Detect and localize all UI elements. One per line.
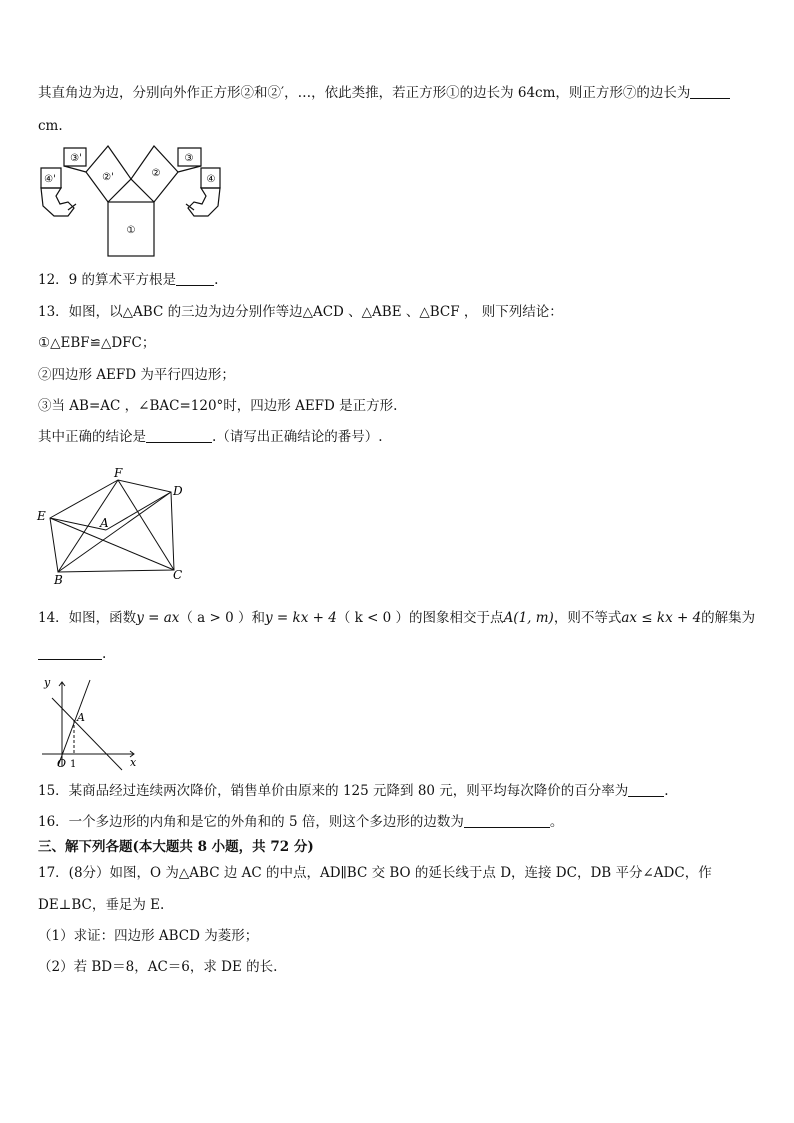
label-2-prime: ②' xyxy=(102,172,114,183)
q13-ask: 其中正确的结论是 .（请写出正确结论的番号）. xyxy=(38,429,383,445)
q15: 15．某商品经过连续两次降价，销售单价由原来的 125 元降到 80 元，则平均每次降价的百分率为 . xyxy=(38,783,669,799)
q11-line2: cm. xyxy=(38,118,63,134)
q17-line1: 17．(8分）如图，O 为△ABC 边 AC 的中点，AD∥BC 交 BO 的延长线于点 D，连接 DC，DB 平分∠ADC，作 xyxy=(38,865,712,881)
q16-answer-blank[interactable] xyxy=(464,813,550,828)
q13-conclusion-3: ③当 AB=AC ，∠BAC=120°时，四边形 AEFD 是正方形. xyxy=(38,398,398,414)
q12: 12．9 的算术平方根是 . xyxy=(38,272,219,288)
q13-figure xyxy=(36,466,196,588)
pt-E: E xyxy=(37,509,46,523)
pt-C: C xyxy=(173,568,183,582)
q15-answer-blank[interactable] xyxy=(628,782,664,797)
axis-O: O xyxy=(57,757,67,770)
q13-conclusion-1: ①△EBF≌△DFC； xyxy=(38,335,156,351)
label-1: ① xyxy=(126,225,136,236)
q14-figure xyxy=(38,674,142,770)
q11-line1: 其直角边为边，分别向外作正方形②和②′，…，依此类推，若正方形①的边长为 64cm，则正方形⑦的边长为 xyxy=(38,84,730,102)
q12-answer-blank[interactable] xyxy=(176,271,214,286)
curl-right xyxy=(188,188,220,216)
curl-left xyxy=(41,188,74,216)
pt-F: F xyxy=(114,466,123,480)
label-4: ④ xyxy=(206,174,216,185)
label-4-prime: ④' xyxy=(44,174,56,185)
q13-conclusion-2: ②四边形 AEFD 为平行四边形； xyxy=(38,367,235,383)
label-2: ② xyxy=(151,168,161,179)
q14-line2: . xyxy=(38,645,106,663)
q17-part2: （2）若 BD＝8，AC＝6，求 DE 的长. xyxy=(38,959,278,975)
pt-A: A xyxy=(100,516,109,530)
point-A: A xyxy=(77,711,85,724)
q17-line2: DE⊥BC，垂足为 E. xyxy=(38,897,165,913)
q13-intro: 13．如图，以△ABC 的三边为边分别作等边△ACD 、△ABE 、△BCF ， 则下列结论： xyxy=(38,304,563,320)
q14-answer-blank[interactable] xyxy=(38,645,102,660)
axis-y: y xyxy=(44,676,51,689)
label-3: ③ xyxy=(184,153,194,164)
pt-B: B xyxy=(54,573,63,587)
tick-1: 1 xyxy=(70,759,77,770)
q16: 16．一个多边形的内角和是它的外角和的 5 倍，则这个多边形的边数为 。 xyxy=(38,814,564,830)
q17-part1: （1）求证：四边形 ABCD 为菱形； xyxy=(38,928,259,944)
q13-answer-blank[interactable] xyxy=(146,428,212,443)
axis-x: x xyxy=(130,756,137,769)
q14-line1: 14．如图，函数y = ax（ a > 0 ）和y = kx + 4（ k < 0 ）的图象相交于点A(1, m)，则不等式ax ≤ kx + 4的解集为 xyxy=(38,610,756,626)
q11-answer-blank[interactable] xyxy=(690,84,730,99)
q11-figure xyxy=(36,146,226,258)
pt-D: D xyxy=(173,484,183,498)
section-3-title: 三、解下列各题(本大题共 8 小题，共 72 分) xyxy=(38,839,314,855)
label-3-prime: ③' xyxy=(70,153,82,164)
